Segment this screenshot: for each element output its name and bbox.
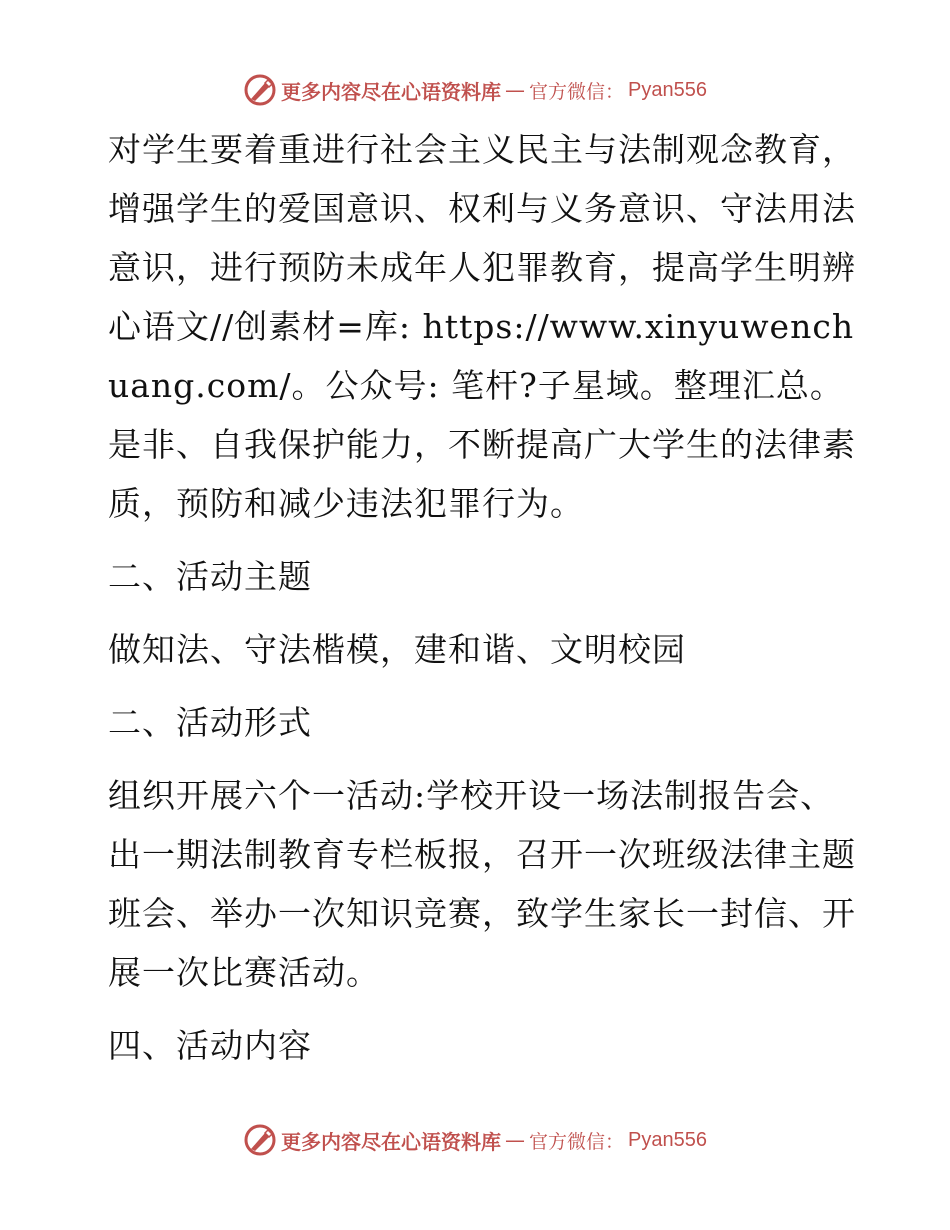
footer-watermark-banner <box>0 1120 950 1160</box>
header-watermark-banner <box>0 70 950 110</box>
document-body <box>96 120 856 1075</box>
header-separator: — <box>505 78 525 102</box>
pen-logo-icon <box>243 1123 277 1157</box>
intro-paragraph: 对学生要着重进行社会主义民主与法制观念教育，增强学生的爱国意识、权利与义务意识、守法用法意识，进行预防未成年人犯罪教育，提高学生明辨心语文//创素材=库: https://www.xinyuwenchuang.com/。公众号: 笔杆?子星域。整理汇总。是非、自我保护能力，不断提高广大学生的法律素质，预防和减少违法犯罪行为。 <box>108 130 856 523</box>
section-heading-theme: 二、活动主题 <box>108 557 312 596</box>
header-official-label: 官方微信： <box>529 80 625 103</box>
footer-separator: — <box>505 1128 525 1152</box>
section-heading-form: 二、活动形式 <box>108 703 312 742</box>
footer-official-label: 官方微信： <box>529 1130 625 1153</box>
form-paragraph: 组织开展六个一活动:学校开设一场法制报告会、出一期法制教育专栏板报，召开一次班级法律主题班会、举办一次知识竞赛，致学生家长一封信、开展一次比赛活动。 <box>108 776 856 992</box>
header-site-text: 更多内容尽在心语资料库 <box>281 79 501 104</box>
section-heading-content: 四、活动内容 <box>108 1026 312 1065</box>
footer-site-text: 更多内容尽在心语资料库 <box>281 1129 501 1154</box>
header-wechat-id: Pyan556 <box>628 78 707 101</box>
footer-wechat-id: Pyan556 <box>628 1128 707 1151</box>
pen-logo-icon <box>243 73 277 107</box>
theme-paragraph: 做知法、守法楷模，建和谐、文明校园 <box>108 630 686 669</box>
